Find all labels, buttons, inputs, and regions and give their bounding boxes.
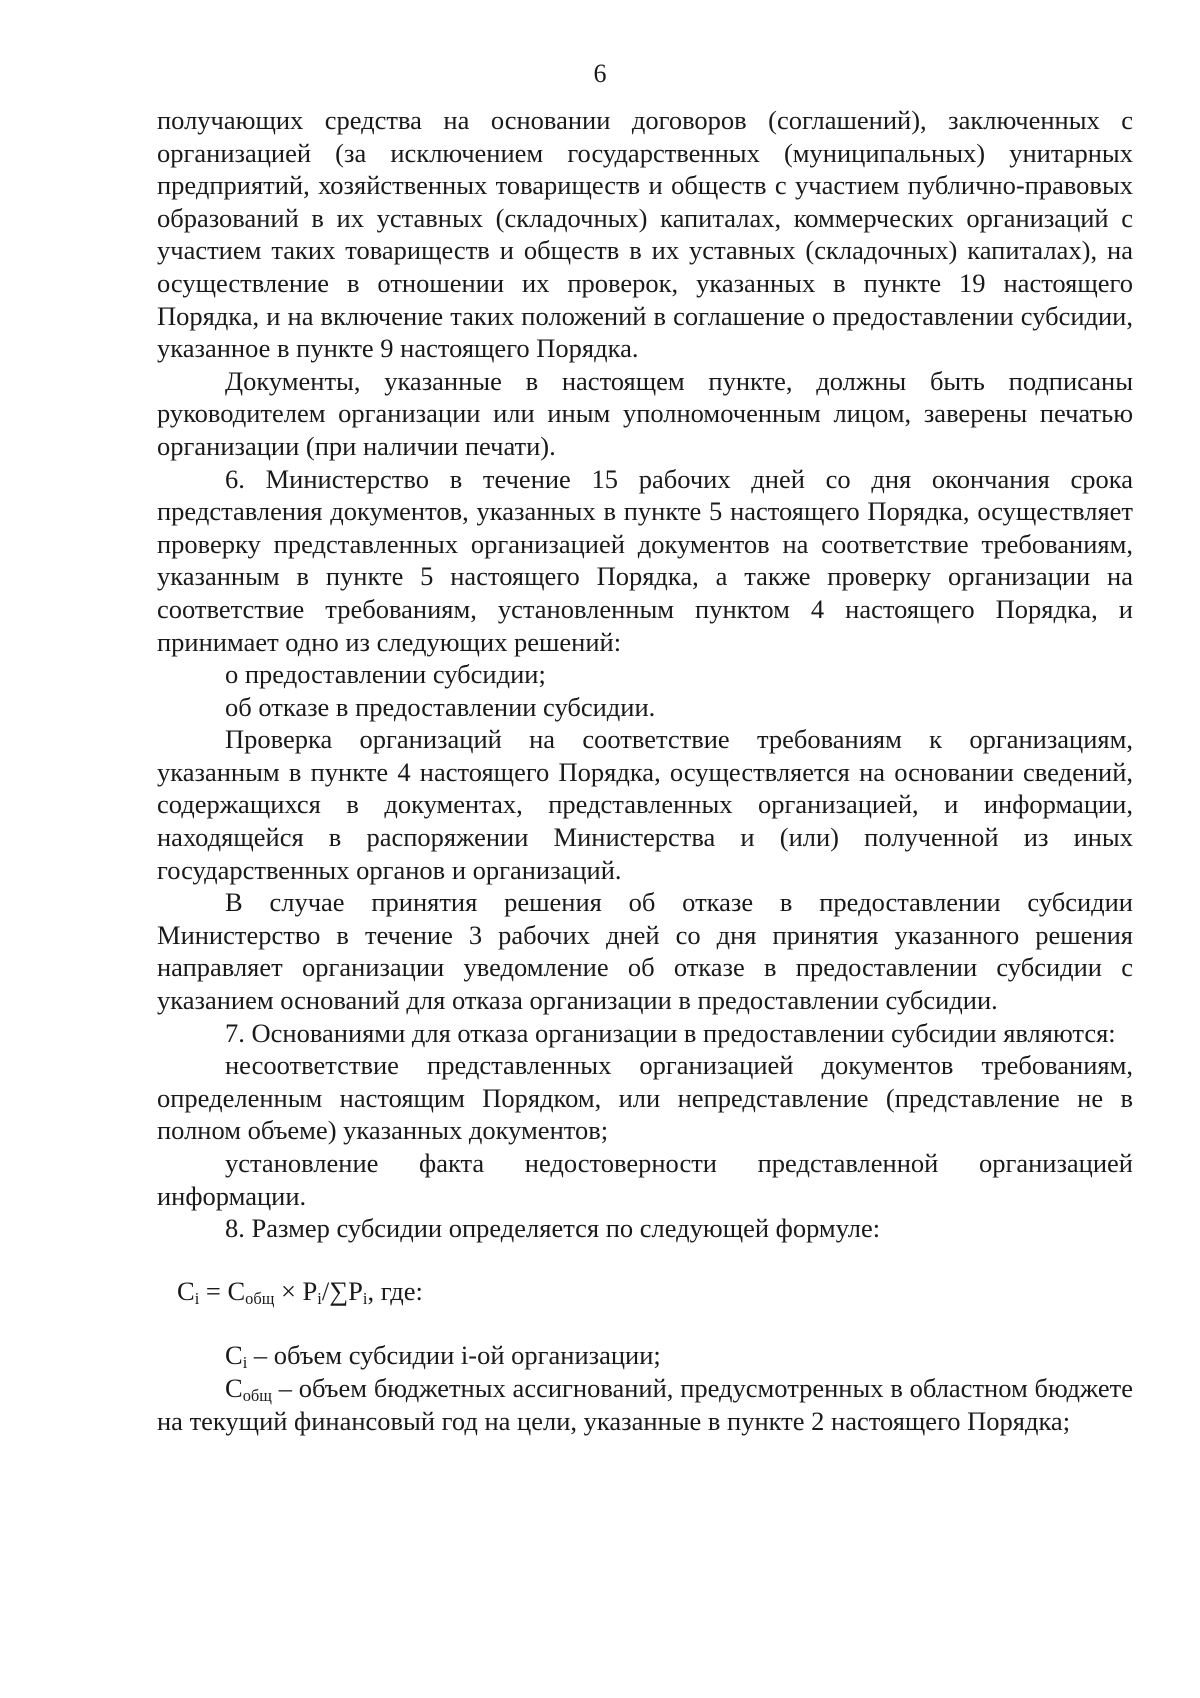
definition-ci-symbol: C: [225, 1340, 243, 1371]
formula-times: × P: [274, 1275, 318, 1306]
paragraph-continuation: получающих средства на основании договоров (соглашений), заключенных с организацией (за исключением государственных (муниципальных) унитарных предприятий, хозяйственных товариществ и обществ с участием публично-правовых образований в их уставных (складочных) капиталах, коммерческих организаций с участием таких товариществ и обществ в их уставных (складочных) капиталах), на осуществление в отношении их проверок, указанных в пункте 19 настоящего Порядка, и на включение таких положений в соглашение о предоставлении субсидии, указанное в пункте 9 настоящего Порядка.: [157, 105, 1133, 364]
formula-tail: , где:: [367, 1275, 423, 1306]
definition-ctotal-text: – объем бюджетных ассигнований, предусмотренных в областном бюджете на текущий финансовый год на цели, указанные в пункте 2 настоящего Порядка;: [157, 1372, 1133, 1436]
paragraph-documents-signature: Документы, указанные в настоящем пункте, должны быть подписаны руководителем организации или иным уполномоченным лицом, заверены печатью организации (при наличии печати).: [157, 365, 1133, 461]
formula-p-sub: i: [317, 1288, 322, 1308]
formula-equals: = C: [199, 1275, 246, 1306]
definition-ctotal-symbol: C: [225, 1372, 243, 1403]
decision-option-refusal: об отказе в предоставлении субсидии.: [225, 691, 656, 722]
definition-ci-sub: i: [242, 1353, 248, 1373]
formula-lhs: C: [177, 1275, 195, 1306]
definition-ci: [157, 1339, 1133, 1372]
formula-total-sub: общ: [245, 1288, 275, 1308]
subsidy-formula: [157, 1275, 1133, 1308]
paragraph-item-6: 6. Министерство в течение 15 рабочих дней со дня окончания срока представления документов, указанных в пункте 5 настоящего Порядка, осуществляет проверку представленных организацией документов на соответствие требованиям, указанным в пункте 5 настоящего Порядка, а также проверку организации на соответствие требованиям, установленным пунктом 4 настоящего Порядка, и принимает одно из следующих решений:: [157, 463, 1133, 657]
definition-ci-text: – объем субсидии i-ой организации;: [247, 1340, 661, 1371]
definition-ctotal-sub: общ: [242, 1385, 272, 1405]
page-number: 6: [593, 59, 607, 88]
paragraph-refusal-notice: В случае принятия решения об отказе в предоставлении субсидии Министерство в течение 3 рабочих дней со дня принятия указанного решения направляет организации уведомление об отказе в предоставлении субсидии с указанием оснований для отказа организации в предоставлении субсидии.: [157, 887, 1133, 1016]
decision-option-grant: о предоставлении субсидии;: [225, 659, 546, 690]
formula-sum: /∑P: [321, 1275, 363, 1306]
refusal-ground-false-info: установление факта недостоверности представленной организацией информации.: [157, 1148, 1133, 1211]
paragraph-item-7: 7. Основаниями для отказа организации в предоставлении субсидии являются:: [225, 1017, 1116, 1048]
definition-ctotal: [157, 1372, 1133, 1437]
refusal-ground-nonconformity: несоответствие представленных организацией документов требованиям, определенным настоящим Порядком, или непредставление (представление не в полном объеме) указанных документов;: [157, 1050, 1133, 1146]
document-body: [157, 104, 1133, 1437]
paragraph-item-8: 8. Размер субсидии определяется по следующей формуле:: [225, 1213, 881, 1244]
paragraph-verification: Проверка организаций на соответствие требованиям к организациям, указанным в пункте 4 настоящего Порядка, осуществляется на основании сведений, содержащихся в документах, представленных организацией, и информации, находящейся в распоряжении Министерства и (или) полученной из иных государственных органов и организаций.: [157, 724, 1133, 885]
formula-lhs-sub: i: [194, 1288, 200, 1308]
formula-sum-sub: i: [362, 1288, 368, 1308]
